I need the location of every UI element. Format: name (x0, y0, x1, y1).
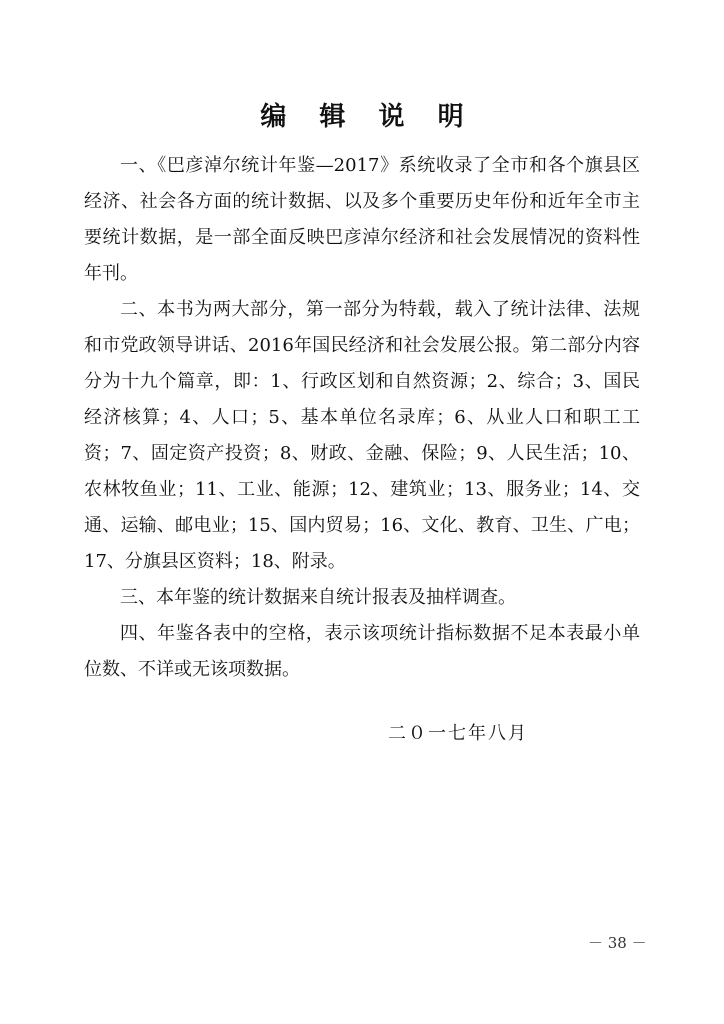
page-number: － 38 － (588, 934, 647, 952)
body-text (84, 148, 640, 688)
paragraph-1: 一、《巴彦淖尔统计年鉴—2017》系统收录了全市和各个旗县区经济、社会各方面的统计数据、以及多个重要历史年份和近年全市主要统计数据，是一部全面反映巴彦淖尔经济和社会发展情况的资料性年刊。 (84, 155, 640, 284)
paragraph-4: 四、年鉴各表中的空格，表示该项统计指标数据不足本表最小单位数、不详或无该项数据。 (84, 623, 640, 680)
page-title: 编 辑 说 明 (260, 102, 476, 132)
paragraph-3: 三、本年鉴的统计数据来自统计报表及抽样调查。 (120, 587, 516, 608)
signature-date: 二０一七年八月 (388, 723, 528, 744)
paragraph-2: 二、本书为两大部分，第一部分为特载，载入了统计法律、法规和市党政领导讲话、2016年国民经济和社会发展公报。第二部分内容分为十九个篇章，即：1、行政区划和自然资源；2、综合；3、国民经济核算；4、人口；5、基本单位名录库；6、从业人口和职工工资；7、固定资产投资；8、财政、金融、保险；9、人民生活；10、农林牧鱼业；11、工业、能源；12、建筑业；13、服务业；14、交通、运输、邮电业；15、国内贸易；16、文化、教育、卫生、广电；17、分旗县区资料；18、附录。 (84, 299, 640, 572)
